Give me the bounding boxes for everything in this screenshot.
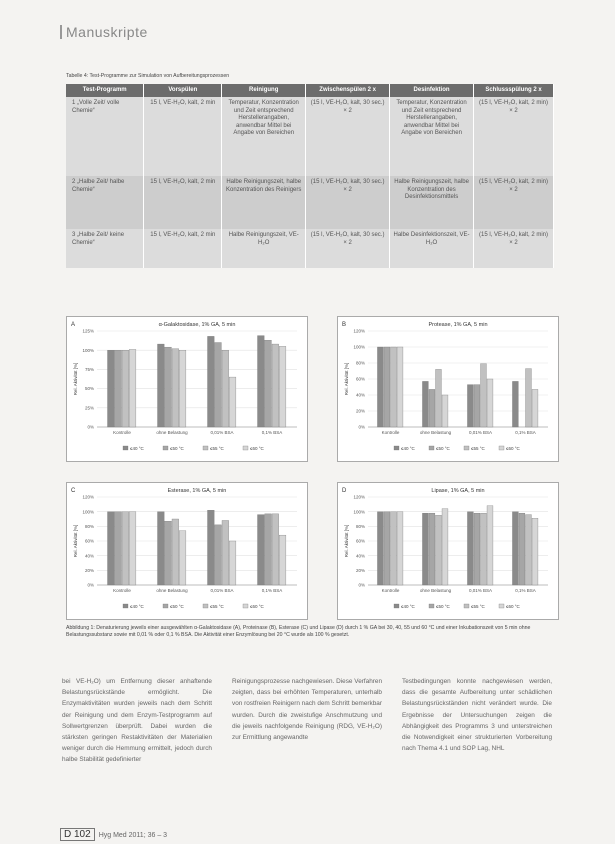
chart-svg-d xyxy=(338,483,558,619)
x-tick-label: 0,01% BSA xyxy=(210,588,234,593)
bar xyxy=(532,389,538,427)
legend-swatch xyxy=(429,604,434,608)
x-tick-label: Kontrolle xyxy=(381,430,400,435)
bar xyxy=(108,512,115,585)
y-tick-label: 60% xyxy=(355,538,365,544)
bar xyxy=(481,364,487,427)
legend-swatch xyxy=(464,446,469,450)
table-cell: (15 l, VE-H₂O, kalt, 30 sec.) × 2 xyxy=(306,229,390,268)
legend-label: ≤55 °C xyxy=(471,446,485,451)
x-tick-label: ohne Belastung xyxy=(419,430,452,435)
bar xyxy=(519,513,525,585)
legend-swatch xyxy=(203,604,208,608)
x-tick-label: 0,1% BSA xyxy=(515,430,536,435)
legend-label: ≤50 °C xyxy=(436,604,450,609)
chart-title: Esterase, 1% GA, 5 min xyxy=(167,488,227,494)
y-tick-label: 40% xyxy=(355,553,365,559)
table-header-cell: Reinigung xyxy=(222,84,306,97)
x-tick-label: ohne Belastung xyxy=(156,430,188,435)
table-cell: 15 l, VE-H₂O, kalt, 2 min xyxy=(144,97,222,176)
figure-caption: Abbildung 1: Denaturierung jeweils einer ausgewählten α-Galaktosidase (A), Proteinase (B), Esterase (C) und Lipase (D) durch 1 % GA bei 30, 40, 55 und 60 °C und einer Inkubationszeit von 5 min ohne Belastungssubstanz sowie mit 0,01 % oder 0,1 % BSA. Die Aktivität einer Enzymlösung bei 20 °C wurde als 100 % gesetzt. xyxy=(66,625,531,639)
bar xyxy=(179,350,186,427)
journal-reference: Hyg Med 2011; 36 – 3 xyxy=(98,832,168,839)
y-tick-label: 75% xyxy=(84,367,94,372)
y-tick-label: 0% xyxy=(87,582,94,588)
table-cell: (15 l, VE-H₂O, kalt, 2 min) × 2 xyxy=(474,229,554,268)
panel-letter: B xyxy=(342,322,347,328)
bar xyxy=(487,506,493,585)
table-header-cell: Desinfektion xyxy=(390,84,474,97)
bar xyxy=(115,512,122,585)
chart-svg-b xyxy=(338,317,558,461)
legend-label: ≤60 °C xyxy=(506,604,520,609)
bar xyxy=(532,518,538,585)
legend-label: ≤40 °C xyxy=(401,446,415,451)
bar xyxy=(129,349,136,427)
legend-swatch xyxy=(123,604,128,608)
bar xyxy=(384,347,390,427)
bar xyxy=(429,389,435,427)
body-text-column: Reinigungsprozesse nachgewiesen. Diese Verfahren zeigten, dass bei erhöhten Temperaturen, unterhalb von rostfreien Reinigern nach dem Schritt bemerkbar wurden. Durch die zweistufige Anschmutzung und die jeweils nachfolgende Reinigung (RDG, VE-H₂O) zur Ermittlung angewandte xyxy=(232,678,382,742)
x-tick-label: ohne Belastung xyxy=(419,588,452,593)
header-bar xyxy=(60,25,62,39)
bar xyxy=(265,340,272,427)
y-tick-label: 100% xyxy=(82,347,94,353)
x-tick-label: 0,01% BSA xyxy=(210,430,234,435)
bar xyxy=(265,514,272,585)
table-cell: 3 „Halbe Zeit/ keine Chemie“ xyxy=(66,229,144,268)
chart-panel-d xyxy=(337,482,559,620)
y-axis-label: Rel. Aktivität [%] xyxy=(73,524,78,558)
table-cell: Halbe Reinigungszeit, halbe Konzentration des Reinigers xyxy=(222,176,306,229)
x-tick-label: 0,1% BSA xyxy=(261,588,283,593)
bar xyxy=(115,350,122,427)
table-cell: Halbe Reinigungszeit, VE-H₂O xyxy=(222,229,306,268)
panel-letter: D xyxy=(342,488,347,494)
table-header-cell: Vorspülen xyxy=(144,84,222,97)
y-tick-label: 120% xyxy=(353,328,365,334)
x-tick-label: 0,1% BSA xyxy=(261,430,283,435)
bar xyxy=(165,521,172,585)
y-tick-label: 100% xyxy=(82,509,94,515)
bar xyxy=(436,515,442,585)
y-tick-label: 0% xyxy=(358,582,365,588)
legend-label: ≤40 °C xyxy=(130,446,144,451)
bar xyxy=(172,349,179,427)
bar xyxy=(474,385,480,427)
page-header xyxy=(60,24,148,40)
table-header-row xyxy=(66,84,554,97)
table-cell: 2 „Halbe Zeit/ halbe Chemie“ xyxy=(66,176,144,229)
table-cell: (15 l, VE-H₂O, kalt, 30 sec.) × 2 xyxy=(306,97,390,176)
legend-swatch xyxy=(163,604,168,608)
bar xyxy=(108,350,115,427)
table-row xyxy=(66,176,554,229)
y-tick-label: 120% xyxy=(82,494,94,500)
table-cell: Temperatur, Konzentration und Zeit entsprechend Herstellerangaben, anwendbar Mittel bei Angabe von Bereichen xyxy=(222,97,306,176)
bar xyxy=(442,509,448,585)
bar xyxy=(279,535,286,585)
panel-letter: C xyxy=(71,488,76,494)
y-tick-label: 20% xyxy=(84,567,94,573)
body-text-column: bei VE-H₂O) um Entfernung dieser anhaftende Belastungsrückstände ermöglicht. Die Enzymaktivitäten wurden jeweils nach dem Schritt der Reinigung und dem Enzym-Testprogramm auf Sollwertgrenzen überprüft. Dabei wurden die stärksten geringen Restaktivitäten der Materialien weniger durch die Hemmung ermittelt, jedoch durch halbe Stabilität gedefinierter xyxy=(62,678,212,764)
table-header-cell: Zwischenspülen 2 x xyxy=(306,84,390,97)
bar xyxy=(158,344,165,427)
legend-label: ≤60 °C xyxy=(506,446,520,451)
bar xyxy=(272,344,279,427)
table-cell: Temperatur, Konzentration und Zeit entsprechend Herstellerangaben, anwendbar Mittel bei Angabe von Bereichen xyxy=(390,97,474,176)
header-title: Manuskripte xyxy=(66,24,148,40)
y-tick-label: 125% xyxy=(82,328,94,334)
x-tick-label: Kontrolle xyxy=(113,588,131,593)
chart-svg-a xyxy=(67,317,307,461)
bar xyxy=(467,385,473,427)
bar xyxy=(158,512,165,585)
y-tick-label: 120% xyxy=(353,494,365,500)
legend-label: ≤55 °C xyxy=(210,604,224,609)
chart-panel-a xyxy=(66,316,308,462)
chart-svg-c xyxy=(67,483,307,619)
table-cell: (15 l, VE-H₂O, kalt, 2 min) × 2 xyxy=(474,176,554,229)
table-cell: 15 l, VE-H₂O, kalt, 2 min xyxy=(144,176,222,229)
bar xyxy=(122,512,129,585)
bar xyxy=(377,347,383,427)
y-tick-label: 60% xyxy=(84,538,94,544)
bar xyxy=(208,336,215,427)
bar xyxy=(172,519,179,585)
legend-swatch xyxy=(243,446,248,450)
bar xyxy=(512,512,518,585)
y-axis-label: Rel. Aktivität [%] xyxy=(344,524,349,558)
y-tick-label: 40% xyxy=(355,392,365,398)
x-tick-label: 0,01% BSA xyxy=(468,430,493,435)
bar xyxy=(279,346,286,427)
bar xyxy=(222,520,229,585)
bar xyxy=(165,347,172,427)
bar xyxy=(215,343,222,427)
bar xyxy=(526,369,532,427)
legend-label: ≤50 °C xyxy=(170,446,184,451)
y-axis-label: Rel. Aktivität [%] xyxy=(73,362,78,396)
bar xyxy=(122,350,129,427)
y-tick-label: 100% xyxy=(353,509,365,515)
y-tick-label: 25% xyxy=(84,405,94,411)
legend-swatch xyxy=(123,446,128,450)
chart-panel-b xyxy=(337,316,559,462)
page-number: D 102 xyxy=(60,828,95,841)
bar xyxy=(229,541,236,585)
table-cell: 1 „Volle Zeit/ volle Chemie“ xyxy=(66,97,144,176)
table-row xyxy=(66,229,554,268)
y-tick-label: 80% xyxy=(355,360,365,366)
legend-label: ≤50 °C xyxy=(170,604,184,609)
legend-swatch xyxy=(203,446,208,450)
bar xyxy=(258,336,265,427)
x-tick-label: 0,1% BSA xyxy=(515,588,536,593)
legend-label: ≤55 °C xyxy=(210,446,224,451)
bar xyxy=(422,513,428,585)
table-header-cell: Schlussspülung 2 x xyxy=(474,84,554,97)
chart-title: Lipase, 1% GA, 5 min xyxy=(431,488,485,494)
page-footer xyxy=(60,828,167,841)
y-tick-label: 20% xyxy=(355,567,365,573)
y-tick-label: 40% xyxy=(84,553,94,559)
y-tick-label: 100% xyxy=(353,344,365,350)
x-tick-label: 0,01% BSA xyxy=(468,588,493,593)
legend-label: ≤60 °C xyxy=(250,604,264,609)
y-tick-label: 0% xyxy=(358,424,365,430)
bar xyxy=(258,515,265,585)
bar xyxy=(272,514,279,585)
legend-swatch xyxy=(243,604,248,608)
table-row xyxy=(66,97,554,176)
legend-swatch xyxy=(394,446,399,450)
bar xyxy=(384,512,390,585)
legend-label: ≤60 °C xyxy=(250,446,264,451)
chart-title: Protease, 1% GA, 5 min xyxy=(428,322,488,328)
legend-label: ≤55 °C xyxy=(471,604,485,609)
bar xyxy=(222,350,229,427)
y-tick-label: 20% xyxy=(355,408,365,414)
panel-letter: A xyxy=(71,322,76,328)
bar xyxy=(377,512,383,585)
bar xyxy=(179,531,186,585)
bar xyxy=(526,515,532,585)
bar xyxy=(208,510,215,585)
bar xyxy=(215,525,222,585)
legend-swatch xyxy=(429,446,434,450)
x-tick-label: ohne Belastung xyxy=(156,588,188,593)
bar xyxy=(481,513,487,585)
table-cell: 15 l, VE-H₂O, kalt, 2 min xyxy=(144,229,222,268)
bar xyxy=(467,512,473,585)
y-tick-label: 0% xyxy=(87,424,94,430)
bar xyxy=(436,369,442,427)
bar xyxy=(397,512,403,585)
table-caption: Tabelle 4: Test-Programme zur Simulation von Aufbereitungsprozessen xyxy=(66,73,230,79)
table-cell: Halbe Desinfektionszeit, VE-H₂O xyxy=(390,229,474,268)
table-cell: (15 l, VE-H₂O, kalt, 30 sec.) × 2 xyxy=(306,176,390,229)
legend-swatch xyxy=(163,446,168,450)
bar xyxy=(391,512,397,585)
bar xyxy=(474,513,480,585)
bar xyxy=(442,395,448,427)
x-tick-label: Kontrolle xyxy=(381,588,400,593)
y-axis-label: Rel. Aktivität [%] xyxy=(344,362,349,396)
bar xyxy=(429,513,435,585)
y-tick-label: 80% xyxy=(355,523,365,529)
y-tick-label: 50% xyxy=(84,386,94,392)
chart-title: α-Galaktosidase, 1% GA, 5 min xyxy=(158,322,236,328)
bar xyxy=(397,347,403,427)
body-text-column: Testbedingungen konnte nachgewiesen werden, dass die gesamte Aufbereitung unter schädlichen Belastungsrückständen nicht verändert wurde. Die Ergebnisse der Untersuchungen zeigen die Abhängigkeit des Programms 3 und unterstreichen die Notwendigkeit einer strukturierten Vorbereitung nach Thema 4.1 und SOP Lag, NHL xyxy=(402,678,552,753)
table-cell: (15 l, VE-H₂O, kalt, 2 min) × 2 xyxy=(474,97,554,176)
bar xyxy=(229,377,236,427)
y-tick-label: 60% xyxy=(355,376,365,382)
legend-label: ≤40 °C xyxy=(130,604,144,609)
chart-panel-c xyxy=(66,482,308,620)
legend-swatch xyxy=(464,604,469,608)
bar xyxy=(422,381,428,427)
legend-swatch xyxy=(499,604,504,608)
legend-label: ≤50 °C xyxy=(436,446,450,451)
bar xyxy=(391,347,397,427)
table-header-cell: Test-Programm xyxy=(66,84,144,97)
legend-swatch xyxy=(394,604,399,608)
table-cell: Halbe Reinigungszeit, halbe Konzentration des Desinfektionsmittels xyxy=(390,176,474,229)
legend-label: ≤40 °C xyxy=(401,604,415,609)
bar xyxy=(129,512,136,585)
bar xyxy=(487,379,493,427)
legend-swatch xyxy=(499,446,504,450)
y-tick-label: 80% xyxy=(84,523,94,529)
bar xyxy=(512,381,518,427)
test-program-table xyxy=(66,84,554,268)
x-tick-label: Kontrolle xyxy=(113,430,131,435)
